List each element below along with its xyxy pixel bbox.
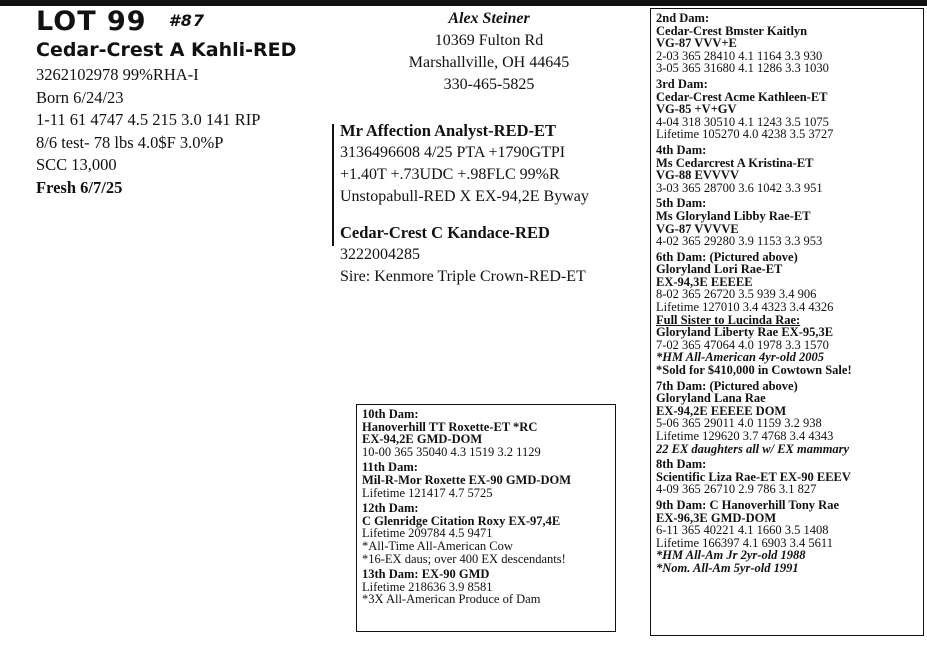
pedigree-line: 3rd Dam: bbox=[656, 76, 708, 91]
pedigree-line: 7-02 365 47064 4.0 1978 3.3 1570 bbox=[656, 337, 829, 352]
birth-date: Born 6/24/23 bbox=[36, 87, 124, 107]
pedigree-line: EX-94,3E EEEEE bbox=[656, 274, 753, 289]
pedigree-line: 7th Dam: (Pictured above) bbox=[656, 378, 798, 393]
sire-line: +1.40T +.73UDC +.98FLC 99%R bbox=[340, 166, 560, 183]
pedigree-line: Gloryland Lori Rae-ET bbox=[656, 262, 783, 277]
pedigree-line: 8th Dam: bbox=[656, 457, 707, 472]
sire-block bbox=[332, 120, 644, 208]
pedigree-line: 22 EX daughters all w/ EX mammary bbox=[656, 441, 850, 456]
pedigree-line: EX-94,2E EEEEE DOM bbox=[656, 403, 787, 418]
pedigree-line: Lifetime 105270 4.0 4238 3.5 3727 bbox=[656, 127, 834, 142]
pedigree-line: Hanoverhill TT Roxette-ET *RC bbox=[362, 419, 538, 434]
pedigree-line: Lifetime 166397 4.1 6903 3.4 5611 bbox=[656, 535, 833, 550]
parents bbox=[332, 120, 644, 288]
pedigree-line: Ms Cedarcrest A Kristina-ET bbox=[656, 155, 814, 170]
pedigree-line: 8-02 365 26720 3.5 939 3.4 906 bbox=[656, 287, 817, 302]
dam-entry bbox=[656, 380, 918, 456]
dam-entry bbox=[656, 12, 918, 75]
pedigree-line: VG-85 +V+GV bbox=[656, 102, 737, 117]
production-record: 1-11 61 4747 4.5 215 3.0 141 RIP bbox=[36, 110, 261, 129]
pedigree-line: VG-88 EVVVV bbox=[656, 168, 739, 183]
pedigree-box-mid bbox=[356, 404, 616, 632]
dam-entry bbox=[656, 251, 918, 377]
pedigree-line: Gloryland Lana Rae bbox=[656, 391, 766, 406]
pedigree-line: 9th Dam: C Hanoverhill Tony Rae bbox=[656, 497, 840, 512]
pedigree-line: 12th Dam: bbox=[362, 501, 419, 516]
pedigree-line: VG-87 VVV+E bbox=[656, 36, 737, 51]
dam-line: Sire: Kenmore Triple Crown-RED-ET bbox=[340, 268, 586, 285]
dam-entry bbox=[656, 144, 918, 194]
pedigree-line: 3-03 365 28700 3.6 1042 3.3 951 bbox=[656, 180, 823, 195]
seller-name: Alex Steiner bbox=[448, 10, 530, 27]
pedigree-box-right bbox=[650, 8, 924, 636]
seller-phone: 330-465-5825 bbox=[443, 76, 535, 93]
pedigree-line: *16-EX daus; over 400 EX descendants! bbox=[362, 551, 566, 566]
pedigree-line: Lifetime 129620 3.7 4768 3.4 4343 bbox=[656, 429, 834, 443]
pedigree-line: EX-96,3E GMD-DOM bbox=[656, 510, 777, 525]
pedigree-line: Cedar-Crest Bmster Kaitlyn bbox=[656, 23, 808, 38]
pedigree-line: C Glenridge Citation Roxy EX-97,4E bbox=[362, 513, 561, 528]
dam-entry bbox=[362, 408, 610, 458]
fresh-date: Fresh 6/7/25 bbox=[36, 177, 123, 197]
pedigree-line: EX-94,2E GMD-DOM bbox=[362, 432, 483, 447]
seller-address: 10369 Fulton Rd bbox=[434, 32, 544, 49]
pedigree-line: Scientific Liza Rae-ET EX-90 EEEV bbox=[656, 469, 851, 484]
pedigree-line: Lifetime 218636 3.9 8581 bbox=[362, 579, 493, 594]
animal-name: Cedar-Crest A Kahli-RED bbox=[36, 39, 297, 61]
dam-entry bbox=[362, 568, 610, 606]
dam-line: 3222004285 bbox=[340, 246, 420, 263]
lot-title bbox=[36, 6, 205, 37]
dam-block bbox=[332, 222, 644, 288]
pedigree-line: Ms Gloryland Libby Rae-ET bbox=[656, 208, 811, 223]
sire-name: Mr Affection Analyst-RED-ET bbox=[340, 121, 557, 140]
pedigree-line: *HM All-Am Jr 2yr-old 1988 bbox=[656, 548, 806, 563]
pedigree-line: Cedar-Crest Acme Kathleen-ET bbox=[656, 89, 828, 104]
lot-number: #87 bbox=[168, 11, 205, 30]
pedigree-line: 2nd Dam: bbox=[656, 11, 710, 25]
animal-info bbox=[36, 64, 260, 199]
pedigree-line: *Nom. All-Am 5yr-old 1991 bbox=[656, 560, 799, 575]
pedigree-line: 4-02 365 29280 3.9 1153 3.3 953 bbox=[656, 234, 823, 249]
dam-name: Cedar-Crest C Kandace-RED bbox=[340, 223, 550, 242]
pedigree-line: Full Sister to Lucinda Rae: bbox=[656, 312, 801, 327]
pedigree-line: 11th Dam: bbox=[362, 460, 418, 475]
pedigree-line: 6-11 365 40221 4.1 1660 3.5 1408 bbox=[656, 523, 829, 538]
pedigree-line: 10th Dam: bbox=[362, 407, 419, 421]
pedigree-line: 5-06 365 29011 4.0 1159 3.2 938 bbox=[656, 416, 822, 431]
pedigree-line: 4-09 365 26710 2.9 786 3.1 827 bbox=[656, 482, 817, 497]
pedigree-line: *Sold for $410,000 in Cowtown Sale! bbox=[656, 363, 852, 378]
pedigree-line: Lifetime 121417 4.7 5725 bbox=[362, 485, 493, 500]
seller-city: Marshallville, OH 44645 bbox=[408, 54, 570, 71]
pedigree-line: VG-87 VVVVE bbox=[656, 221, 739, 236]
pedigree-line: *3X All-American Produce of Dam bbox=[362, 592, 541, 607]
pedigree-line: Mil-R-Mor Roxette EX-90 GMD-DOM bbox=[362, 472, 572, 487]
pedigree-line: Lifetime 127010 3.4 4323 3.4 4326 bbox=[656, 300, 834, 315]
pedigree-line: 4-04 318 30510 4.1 1243 3.5 1075 bbox=[656, 114, 829, 129]
dam-entry bbox=[362, 461, 610, 499]
pedigree-line: 2-03 365 28410 4.1 1164 3.3 930 bbox=[656, 48, 823, 63]
pedigree-line: Lifetime 209784 4.5 9471 bbox=[362, 526, 493, 541]
pedigree-line: 10-00 365 35040 4.3 1519 3.2 1129 bbox=[362, 444, 541, 459]
pedigree-line: 4th Dam: bbox=[656, 142, 707, 157]
dam-entry bbox=[656, 499, 918, 575]
pedigree-line: 6th Dam: (Pictured above) bbox=[656, 249, 798, 264]
seller-info bbox=[355, 8, 623, 96]
pedigree-line: 5th Dam: bbox=[656, 196, 707, 211]
pedigree-line: *All-Time All-American Cow bbox=[362, 538, 513, 553]
dam-entry bbox=[362, 502, 610, 565]
pedigree-line: *HM All-American 4yr-old 2005 bbox=[656, 350, 824, 365]
lot-label: LOT 99 bbox=[36, 6, 147, 37]
dam-entry bbox=[656, 197, 918, 247]
sire-line: Unstopabull-RED X EX-94,2E Byway bbox=[340, 188, 589, 205]
pedigree-line: 3-05 365 31680 4.1 1286 3.3 1030 bbox=[656, 61, 829, 76]
dam-entry bbox=[656, 458, 918, 496]
pedigree-line: Gloryland Liberty Rae EX-95,3E bbox=[656, 325, 834, 340]
pedigree-line: 13th Dam: EX-90 GMD bbox=[362, 567, 490, 582]
registration-line: 3262102978 99%RHA-I bbox=[36, 65, 199, 84]
scc-line: SCC 13,000 bbox=[36, 155, 117, 174]
sire-line: 3136496608 4/25 PTA +1790GTPI bbox=[340, 144, 566, 161]
test-line: 8/6 test- 78 lbs 4.0$F 3.0%P bbox=[36, 132, 224, 152]
dam-entry bbox=[656, 78, 918, 141]
